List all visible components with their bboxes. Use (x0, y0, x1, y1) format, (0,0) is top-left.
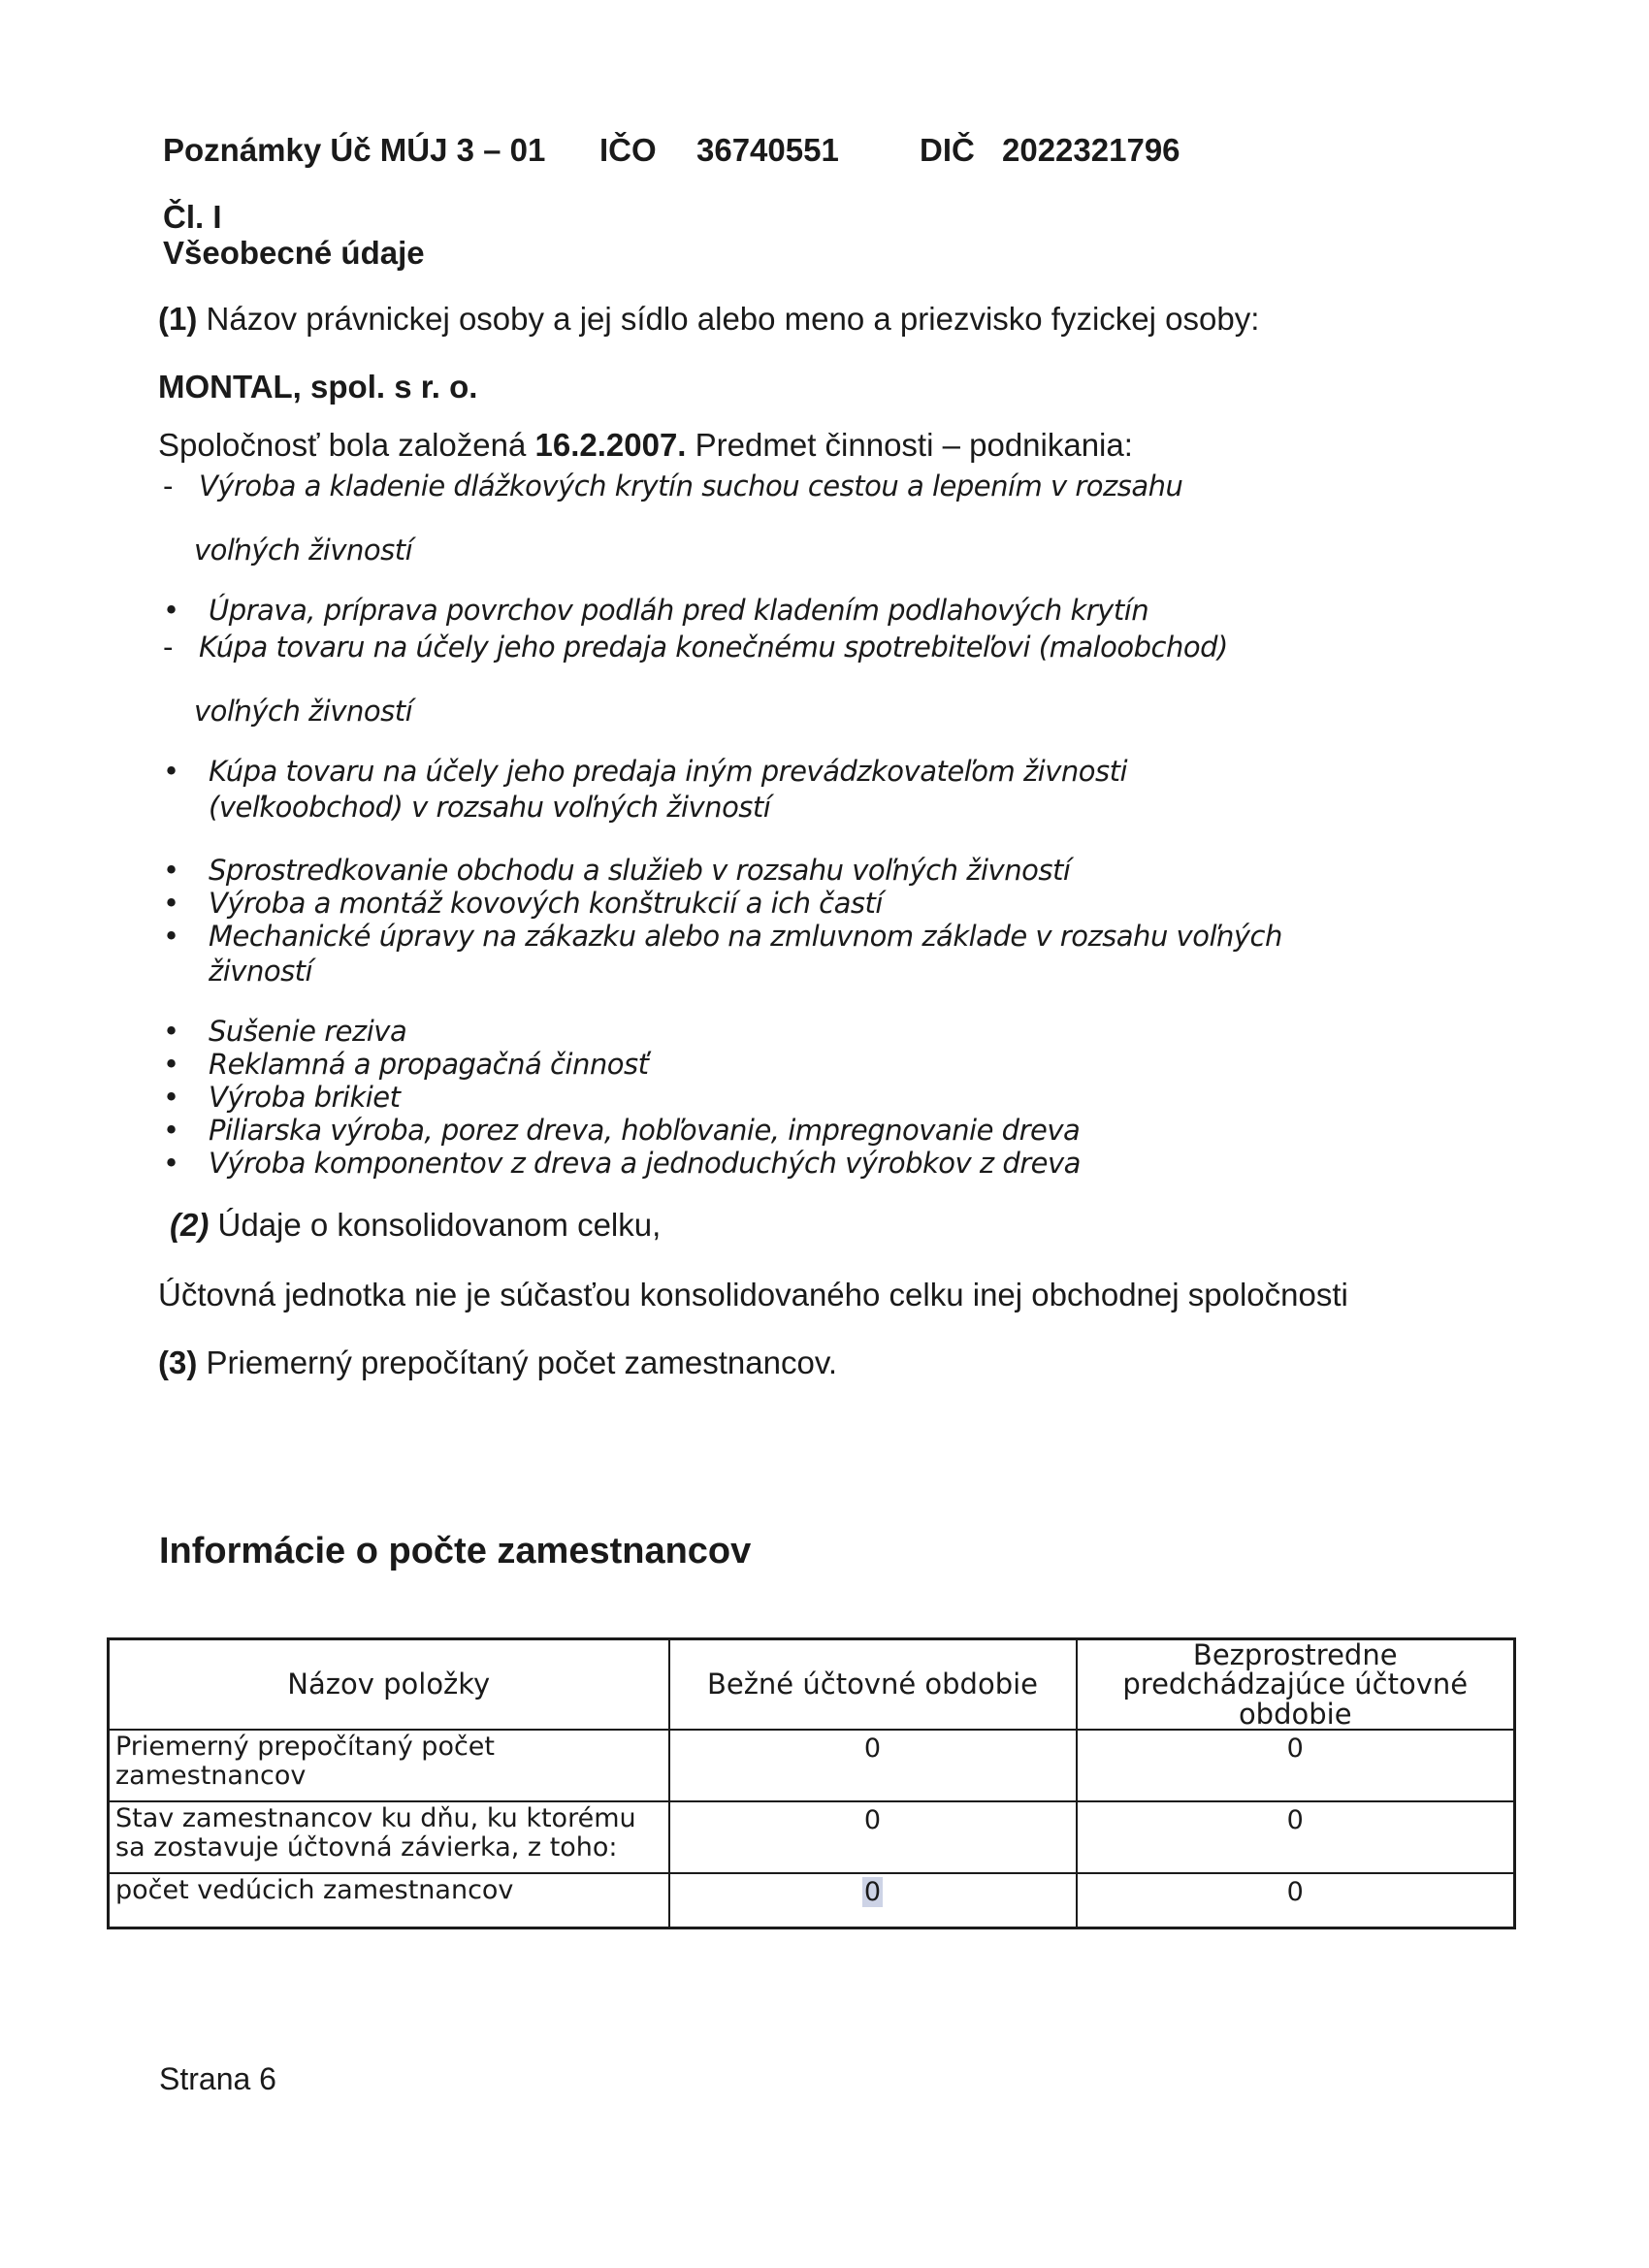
consolidation-note: Účtovná jednotka nie je súčasťou konsolidovaného celku inej obchodnej spoločnosti (158, 1277, 1348, 1312)
current-period-value: 0 (669, 1730, 1077, 1801)
item2-paragraph (170, 1207, 661, 1244)
item2-text: Údaje o konsolidovanom celku, (217, 1207, 662, 1243)
item3-paragraph (158, 1345, 837, 1381)
table-row (109, 1801, 1515, 1873)
list-item-continuation: živností (209, 955, 313, 988)
list-item: • Výroba komponentov z dreva a jednoduchých výrobkov z dreva (163, 1147, 1081, 1180)
previous-period-value: 0 (1077, 1873, 1515, 1928)
dic-value: 2022321796 (1002, 132, 1180, 168)
previous-period-value: 0 (1077, 1730, 1515, 1801)
employees-heading: Informácie o počte zamestnancov (159, 1531, 752, 1571)
list-item-continuation: (veľkoobchod) v rozsahu voľných živností (209, 791, 771, 824)
bullet-marker: • (163, 1081, 179, 1114)
column-header: Bezprostredne predchádzajúce účtovné obdobie (1077, 1639, 1515, 1731)
row-label: Stav zamestnancov ku dňu, ku ktorému sa zostavuje účtovná závierka, z toho: (109, 1801, 669, 1873)
ico-label: IČO (599, 132, 657, 168)
list-item: • Kúpa tovaru na účely jeho predaja iným prevádzkovateľom živnosti (163, 755, 1128, 788)
list-item: • Piliarska výroba, porez dreva, hobľovanie, impregnovanie dreva (163, 1114, 1081, 1147)
highlighted-value: 0 (863, 1877, 882, 1908)
header-title: Poznámky Úč MÚJ 3 – 01 (163, 132, 546, 168)
row-label: počet vedúcich zamestnancov (109, 1873, 669, 1928)
list-item: • Sprostredkovanie obchodu a služieb v rozsahu voľných živností (163, 854, 1071, 887)
company-name: MONTAL, spol. s r. o. (158, 369, 478, 405)
table-row (109, 1873, 1515, 1928)
bullet-marker: • (163, 1147, 179, 1180)
bullet-marker: • (163, 854, 179, 887)
bullet-marker: • (163, 887, 179, 920)
bullet-marker: • (163, 920, 179, 953)
list-item: - Výroba a kladenie dlážkových krytín suchou cestou a lepením v rozsahu (163, 470, 1183, 502)
item1-number: (1) (158, 301, 198, 337)
table-header-row (109, 1639, 1515, 1731)
page-number: Strana 6 (159, 2061, 276, 2096)
dash-marker: - (163, 631, 173, 664)
previous-period-value: 0 (1077, 1801, 1515, 1873)
list-item: • Úprava, príprava povrchov podláh pred kladením podlahových krytín (163, 594, 1149, 627)
list-item: • Mechanické úpravy na zákazku alebo na zmluvnom základe v rozsahu voľných (163, 920, 1282, 953)
item1-text: Názov právnickej osoby a jej sídlo alebo meno a priezvisko fyzickej osoby: (206, 301, 1260, 337)
founded-prefix: Spoločnosť bola založená (158, 427, 527, 463)
bullet-marker: • (163, 1114, 179, 1147)
founded-suffix: Predmet činnosti – podnikania: (695, 427, 1133, 463)
bullet-marker: • (163, 1015, 179, 1048)
dash-marker: - (163, 470, 173, 502)
list-item: - Kúpa tovaru na účely jeho predaja konečnému spotrebiteľovi (maloobchod) (163, 631, 1228, 664)
current-period-value: 0 (669, 1801, 1077, 1873)
list-item-continuation: voľných živností (194, 695, 413, 728)
row-label: Priemerný prepočítaný počet zamestnancov (109, 1730, 669, 1801)
employees-table (107, 1637, 1516, 1929)
section-number: Čl. I (163, 199, 222, 235)
column-header: Bežné účtovné obdobie (669, 1639, 1077, 1731)
list-item: • Reklamná a propagačná činnosť (163, 1048, 649, 1081)
item3-number: (3) (158, 1345, 198, 1380)
bullet-marker: • (163, 755, 179, 788)
table-row (109, 1730, 1515, 1801)
list-item: • Výroba brikiet (163, 1081, 401, 1114)
founded-paragraph (158, 427, 1133, 464)
item2-number: (2) (170, 1207, 210, 1243)
bullet-marker: • (163, 594, 179, 627)
item3-text: Priemerný prepočítaný počet zamestnancov. (206, 1345, 838, 1380)
section-title: Všeobecné údaje (163, 235, 425, 271)
item1-paragraph (158, 301, 1259, 338)
ico-value: 36740551 (696, 132, 839, 168)
column-header: Názov položky (109, 1639, 669, 1731)
list-item-continuation: voľných živností (194, 534, 413, 567)
dic-label: DIČ (920, 132, 975, 168)
current-period-value (669, 1873, 1077, 1928)
founded-date: 16.2.2007. (534, 427, 687, 463)
list-item: • Výroba a montáž kovových konštrukcií a ich častí (163, 887, 883, 920)
bullet-marker: • (163, 1048, 179, 1081)
list-item: • Sušenie reziva (163, 1015, 407, 1048)
